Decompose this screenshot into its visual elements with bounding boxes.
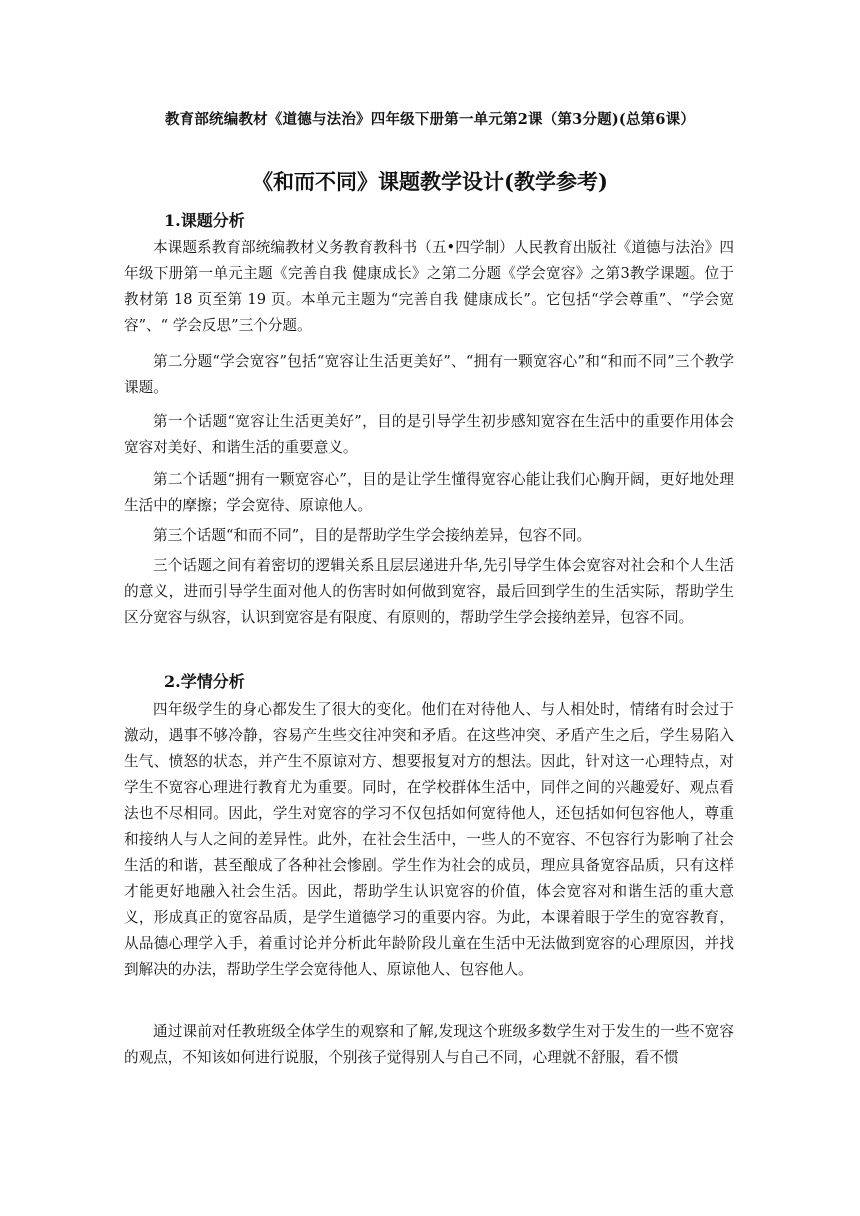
paragraph: 第三个话题“和而不同”，目的是帮助学生学会接纳差异，包容不同。 [153,527,592,544]
paragraph: 第二个话题“拥有一颗宽容心”，目的是让学生懂得宽容心能让我们心胸开阔，更好地处理生活中的摩擦；学会宽待、原谅他人。 [124,471,734,514]
paragraph: 第二分题“学会宽容”包括“宽容让生活更美好”、“拥有一颗宽容心”和“和而不同”三个教学课题。 [124,353,734,396]
paragraph: 通过课前对任教班级全体学生的观察和了解,发现这个班级多数学生对于发生的一些不宽容的观点，不知该如何进行说服，个别孩子觉得别人与自己不同，心理就不舒服，看不惯 [124,1023,734,1066]
paragraph: 三个话题之间有着密切的逻辑关系且层层递进升华,先引导学生体会宽容对社会和个人生活的意义，进而引导学生面对他人的伤害时如何做到宽容，最后回到学生的生活实际，帮助学生区分宽容与纵容，认识到宽容是有限度、有原则的，帮助学生学会接纳差异，包容不同。 [124,557,734,626]
section-heading-course-analysis: 1.课题分析 [164,211,245,230]
document-header: 教育部统编教材《道德与法治》四年级下册第一单元第2课（第3分题)(总第6课） [164,111,696,128]
paragraph: 四年级学生的身心都发生了很大的变化。他们在对待他人、与人相处时，情绪有时会过于激动，遇事不够冷静，容易产生些交往冲突和矛盾。在这些冲突、矛盾产生之后，学生易陷入生气、愤怒的状态，并产生不原谅对方、想要报复对方的想法。因此，针对这一心理特点，对学生不宽容心理进行教育尤为重要。同时，在学校群体生活中，同伴之间的兴趣爱好、观点看法也不尽相同。因此，学生对宽容的学习不仅包括如何宽待他人，还包括如何包容他人，尊重和接纳人与人之间的差异性。此外，在社会生活中，一些人的不宽容、不包容行为影响了社会生活的和谐，甚至酿成了各种社会惨剧。学生作为社会的成员，理应具备宽容品质，只有这样才能更好地融入社会生活。因此，帮助学生认识宽容的价值，体会宽容对和谐生活的重大意义，形成真正的宽容品质，是学生道德学习的重要内容。为此，本课着眼于学生的宽容教育，从品德心理学入手，着重讨论并分析此年龄阶段儿童在生活中无法做到宽容的心理原因，并找到解决的办法，帮助学生学会宽待他人、原谅他人、包容他人。 [124,701,734,978]
section-heading-learner-analysis: 2.学情分析 [164,672,245,691]
paragraph: 第一个话题“宽容让生活更美好”，目的是引导学生初步感知宽容在生活中的重要作用体会宽容对美好、和谐生活的重要意义。 [124,413,734,456]
paragraph: 本课题系教育部统编教材义务教育教科书（五•四学制）人民教育出版社《道德与法治》四年级下册第一单元主题《完善自我 健康成长》之第二分题《学会宽容》之第3教学课题。位于教材第 18 页至第 19 页。本单元主题为“完善自我 健康成长”。它包括“学会尊重”、“学会宽容”、“ 学会反思”三个分题。 [124,239,734,334]
document-title: 《和而不同》课题教学设计(教学参考) [252,169,608,194]
